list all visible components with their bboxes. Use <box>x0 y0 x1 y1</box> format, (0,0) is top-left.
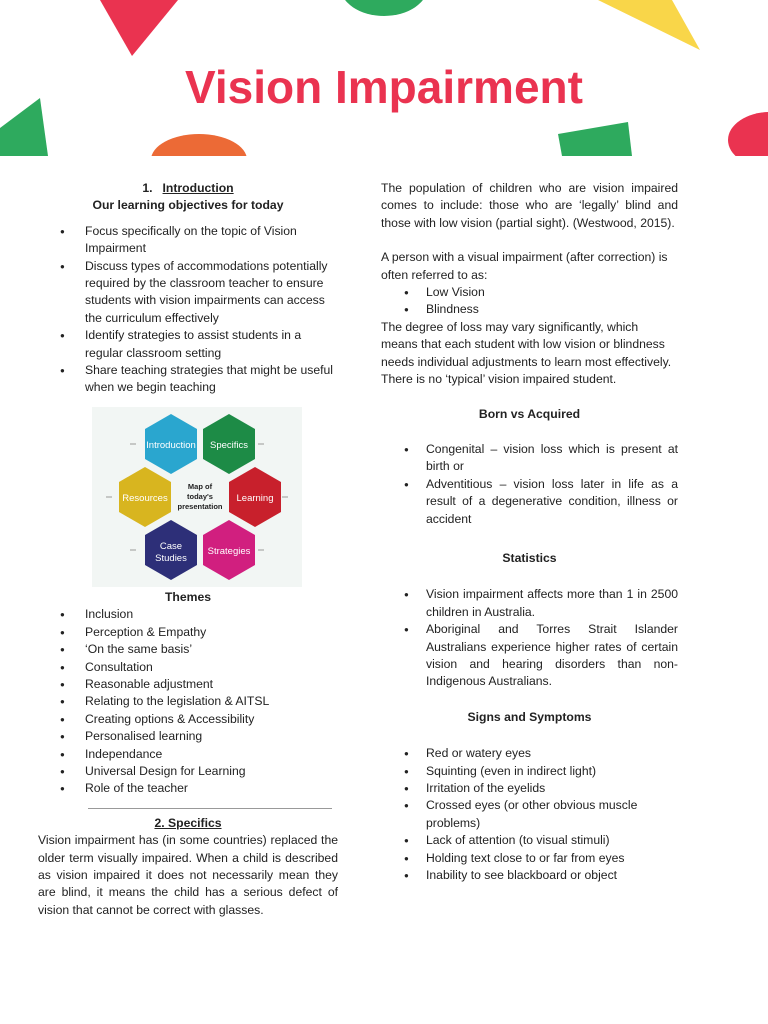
referred-list <box>381 284 678 319</box>
left-column <box>38 180 338 919</box>
svg-text:Map of: Map of <box>187 481 213 491</box>
themes-list <box>38 606 338 797</box>
list-item: ● Relating to the legislation & AITSL <box>38 693 338 710</box>
green-semicircle-top <box>340 0 428 16</box>
list-item: ● Squinting (even in indirect light) <box>381 763 678 780</box>
stats-heading: Statistics <box>502 550 557 565</box>
svg-text:Studies: Studies <box>155 552 187 564</box>
list-item: ● Aboriginal and Torres Strait Islander Australians experience higher rates of certain vision and hearing disorders than non-Indigenous Australians. <box>381 621 678 691</box>
list-item: ● Crossed eyes (or other obvious muscle problems) <box>381 797 678 832</box>
red-semicircle-right <box>728 112 768 156</box>
section-divider <box>88 808 332 809</box>
list-item: ● Share teaching strategies that might be useful when we begin teaching <box>38 362 338 397</box>
born-heading: Born vs Acquired <box>478 407 581 422</box>
yellow-triangle-top-right <box>598 0 700 50</box>
intro-heading <box>38 180 338 197</box>
list-item: ● Discuss types of accommodations potentially required by the classroom teacher to ensure students with vision impairments can access the curriculum effectively <box>38 258 338 328</box>
hex-case-studies <box>145 520 197 580</box>
page-title: Vision Impairment <box>185 61 583 113</box>
orange-semicircle-bottom <box>151 134 247 156</box>
signs-heading: Signs and Symptoms <box>467 709 592 724</box>
svg-text:Case: Case <box>159 540 183 552</box>
themes-heading: Themes <box>164 589 212 604</box>
header-banner <box>0 0 768 156</box>
green-parallelogram-right <box>558 122 632 156</box>
list-item: ● Perception & Empathy <box>38 624 338 641</box>
right-column <box>381 180 678 884</box>
born-list <box>381 441 678 528</box>
list-item: ● Adventitious – vision loss later in life as a result of a degenerative condition, illness or accident <box>381 476 678 528</box>
map-center-label <box>177 482 222 511</box>
list-item: ● Low Vision <box>381 284 678 301</box>
intro-title: Introduction <box>162 181 234 195</box>
list-item: ● ‘On the same basis’ <box>38 641 338 658</box>
list-item: ● Lack of attention (to visual stimuli) <box>381 832 678 849</box>
svg-text:Introduction: Introduction <box>146 439 196 451</box>
stats-list <box>381 586 678 690</box>
hex-introduction <box>145 414 197 474</box>
list-item: ● Creating options & Accessibility <box>38 711 338 728</box>
list-item: ● Holding text close to or far from eyes <box>381 850 678 867</box>
list-item: ● Congenital – vision loss which is present at birth or <box>381 441 678 476</box>
signs-list <box>381 745 678 884</box>
hex-strategies <box>203 520 255 580</box>
list-item: ● Red or watery eyes <box>381 745 678 762</box>
svg-text:Strategies: Strategies <box>207 545 251 557</box>
list-item: ● Vision impairment affects more than 1 in 2500 children in Australia. <box>381 586 678 621</box>
svg-text:Specifics: Specifics <box>209 439 249 451</box>
list-item: ● Blindness <box>381 301 678 318</box>
presentation-map-diagram <box>92 407 302 587</box>
list-item: ● Reasonable adjustment <box>38 676 338 693</box>
list-item: ● Identify strategies to assist students in a regular classroom setting <box>38 327 338 362</box>
svg-text:presentation: presentation <box>177 501 223 511</box>
list-item: ● Role of the teacher <box>38 780 338 797</box>
specifics-body: Vision impairment has (in some countries) replaced the older term visually impaired. When a child is described as vision impaired it does not necessarily mean they are blind, it means the child has a serious defect of vision that cannot be correct with glasses. <box>38 833 338 917</box>
intro-subheading: Our learning objectives for today <box>92 198 284 213</box>
population-paragraph: The population of children who are vision impaired comes to include: those who are ‘legally’ blind and those with low vision (partial sight). (Westwood, 2015). <box>381 181 678 230</box>
svg-text:today's: today's <box>187 491 213 501</box>
specifics-heading: 2. Specifics <box>154 815 222 830</box>
hex-learning <box>229 467 281 527</box>
objectives-list <box>38 223 338 397</box>
degree-paragraph: The degree of loss may vary significantly, which means that each student with low vision or blindness needs individual adjustments to learn most effectively. There is no ‘typical’ vision impaired student. <box>381 319 672 387</box>
svg-text:Learning: Learning <box>236 492 274 504</box>
svg-text:Resources: Resources <box>122 492 168 504</box>
referred-paragraph: A person with a visual impairment (after correction) is often referred to as: <box>381 250 668 282</box>
list-item: ● Irritation of the eyelids <box>381 780 678 797</box>
hex-specifics <box>203 414 255 474</box>
intro-number: 1. <box>142 181 153 195</box>
list-item: ● Inclusion <box>38 606 338 623</box>
list-item: ● Independance <box>38 746 338 763</box>
list-item: ● Inability to see blackboard or object <box>381 867 678 884</box>
list-item: ● Personalised learning <box>38 728 338 745</box>
list-item: ● Consultation <box>38 659 338 676</box>
red-triangle-top-left <box>100 0 178 56</box>
list-item: ● Universal Design for Learning <box>38 763 338 780</box>
list-item: ● Focus specifically on the topic of Vision Impairment <box>38 223 338 258</box>
hex-resources <box>119 467 171 527</box>
